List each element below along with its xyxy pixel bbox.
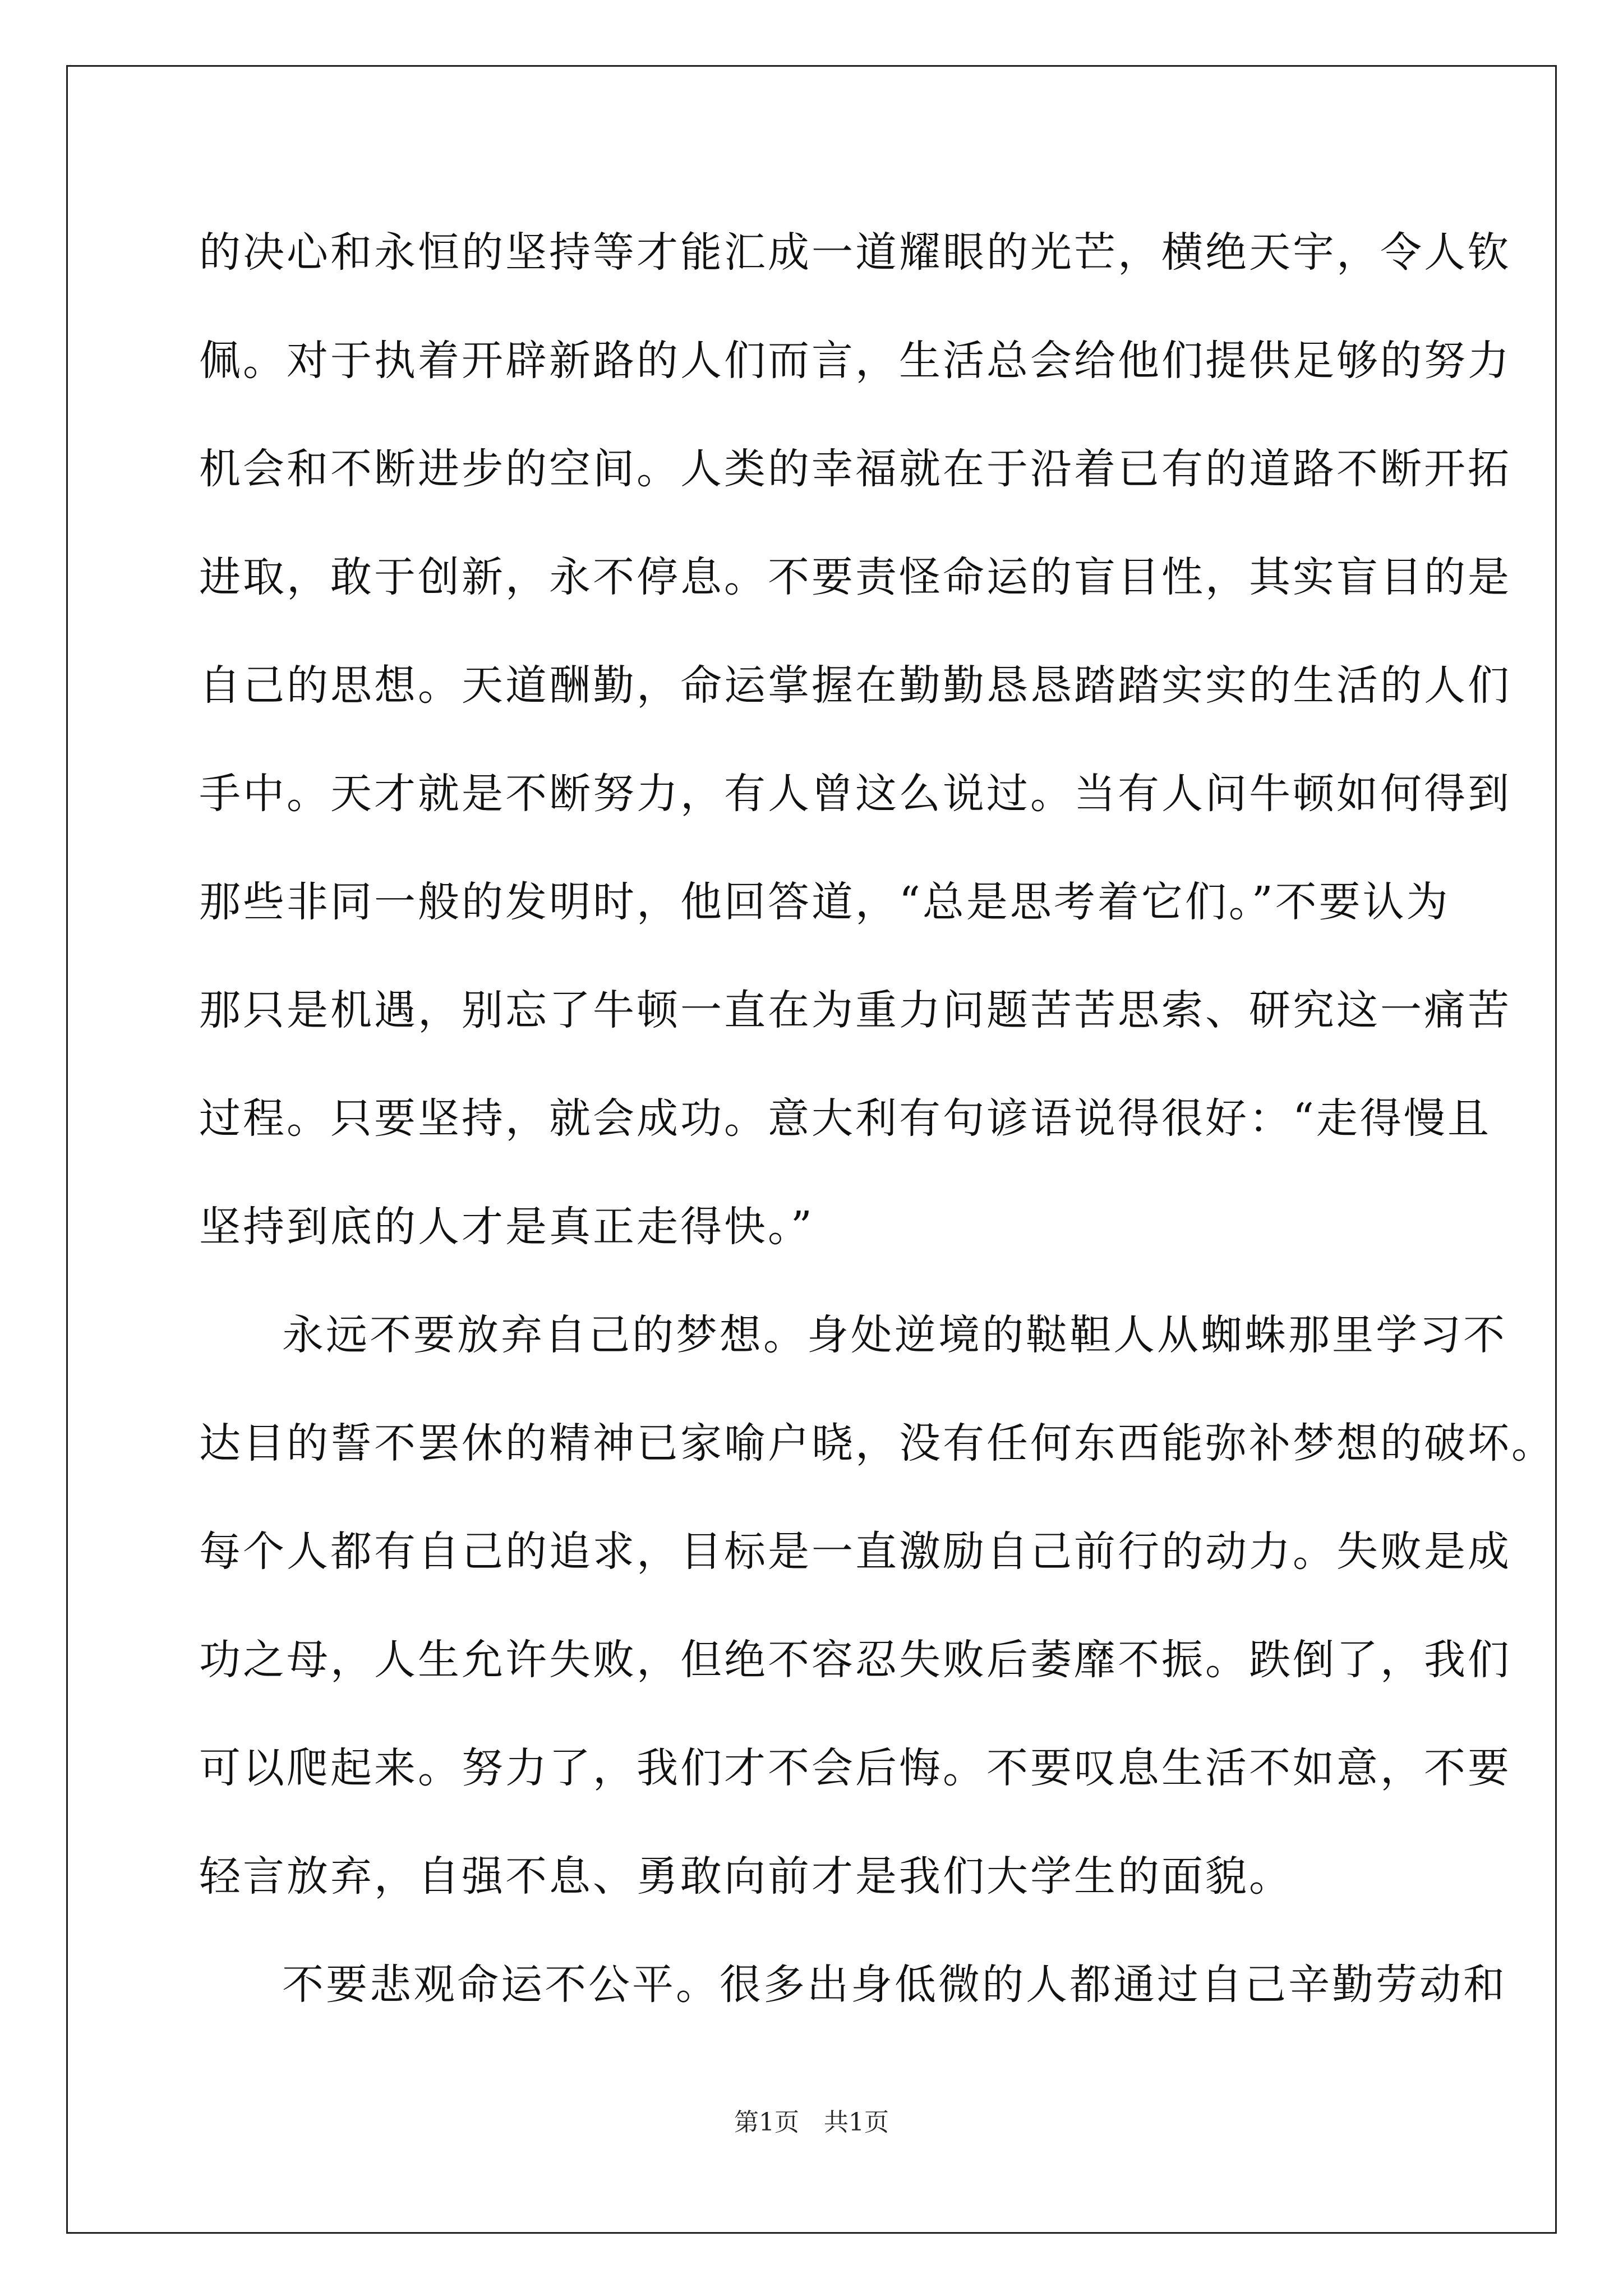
paragraph-start-line: 永远不要放弃自己的梦想。身处逆境的鞑靼人从蜘蛛那里学习不	[282, 1311, 1507, 1359]
text-line: 手中。天才就是不断努力，有人曾这么说过。当有人问牛顿如何得到	[199, 770, 1511, 818]
text-line: 过程。只要坚持，就会成功。意大利有句谚语说得很好：“走得慢且	[199, 1094, 1491, 1143]
text-line: 机会和不断进步的空间。人类的幸福就在于沿着已有的道路不断开拓	[199, 445, 1511, 493]
paragraph-start-line: 不要悲观命运不公平。很多出身低微的人都通过自己辛勤劳动和	[282, 1961, 1507, 2009]
page-footer	[0, 2106, 1623, 2139]
document-body	[199, 210, 1555, 2051]
text-line: 可以爬起来。努力了，我们才不会后悔。不要叹息生活不如意，不要	[199, 1744, 1511, 1792]
text-line: 每个人都有自己的追求，目标是一直激励自己前行的动力。失败是成	[199, 1527, 1511, 1576]
text-line: 那只是机遇，别忘了牛顿一直在为重力问题苦苦思索、研究这一痛苦	[199, 986, 1511, 1034]
text-line: 自己的思想。天道酬勤，命运掌握在勤勤恳恳踏踏实实的生活的人们	[199, 661, 1511, 710]
text-line: 轻言放弃，自强不息、勇敢向前才是我们大学生的面貌。	[199, 1852, 1293, 1901]
text-line: 功之母，人生允许失败，但绝不容忍失败后萎靡不振。跌倒了，我们	[199, 1636, 1511, 1684]
text-line: 进取，敢于创新，永不停息。不要责怪命运的盲目性，其实盲目的是	[199, 553, 1511, 601]
page-number-label: 第1页 共1页	[734, 2108, 889, 2137]
text-line: 的决心和永恒的坚持等才能汇成一道耀眼的光芒，横绝天宇，令人钦	[199, 228, 1511, 277]
text-line: 坚持到底的人才是真正走得快。”	[199, 1203, 814, 1251]
text-line: 佩。对于执着开辟新路的人们而言，生活总会给他们提供足够的努力	[199, 337, 1511, 385]
text-line: 那些非同一般的发明时，他回答道，“总是思考着它们。”不要认为	[199, 878, 1450, 926]
text-line: 达目的誓不罢休的精神已家喻户晓，没有任何东西能弥补梦想的破坏。	[199, 1419, 1555, 1467]
